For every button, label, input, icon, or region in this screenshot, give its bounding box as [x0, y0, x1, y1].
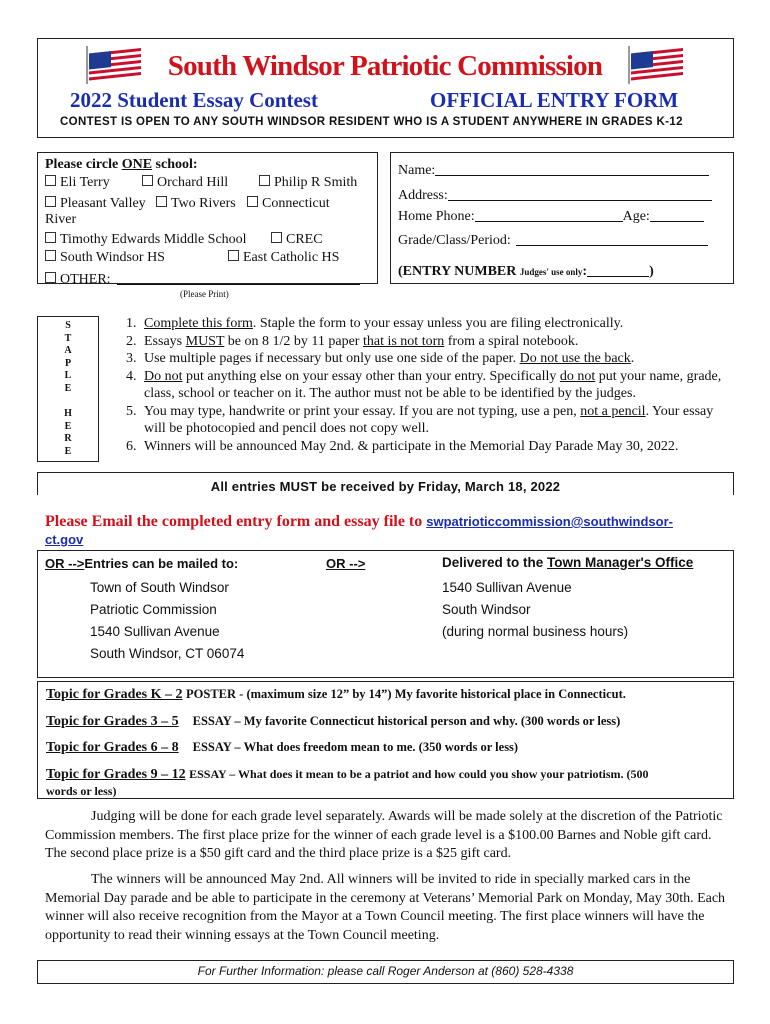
entry-number-label: (ENTRY NUMBER: [398, 264, 520, 279]
american-flag-icon-right: [626, 44, 686, 84]
address-line: South Windsor, CT 06074: [90, 646, 245, 661]
topic-9-12-cont: words or less): [46, 784, 117, 798]
checkbox-icon[interactable]: [156, 196, 167, 207]
instruction-text: put your name, grade, class, school or teacher on it. The author must not be able to be identified by the judges.: [144, 368, 722, 401]
mail-address: [90, 577, 244, 665]
address-line: South Windsor: [442, 602, 531, 617]
school-heading: [45, 157, 198, 173]
option-eli-terry[interactable]: [45, 175, 110, 191]
instruction-text: . Staple the form to your essay unless you are filing electronically.: [252, 316, 624, 331]
topic-label: Topic for Grades 6 – 8: [46, 740, 179, 755]
grade-class-label: Grade/Class/Period:: [398, 233, 511, 248]
topic-description: ESSAY – What does it mean to be a patriot and how could you show your patriotism. (500: [189, 767, 649, 781]
staple-letter: S: [65, 320, 71, 331]
checkbox-icon[interactable]: [259, 175, 270, 186]
option-other[interactable]: [45, 271, 360, 288]
address-line: Patriotic Commission: [90, 602, 217, 617]
address-line: 1540 Sullivan Avenue: [442, 580, 572, 595]
option-timothy-edwards[interactable]: [45, 232, 247, 248]
age-field[interactable]: [650, 208, 704, 222]
option-label: OTHER:: [60, 272, 111, 287]
grade-class-field[interactable]: [516, 232, 708, 246]
topic-label: Topic for Grades K – 2: [46, 687, 183, 702]
footer-contact: For Further Information: please call Roger Anderson at (860) 528-4338: [197, 964, 574, 978]
checkbox-icon[interactable]: [228, 250, 239, 261]
staple-here-label: [37, 320, 99, 459]
instruction-item: 6. Winners will be announced May 2nd. & participate in the Memorial Day Parade May 30, 2022.: [140, 438, 726, 456]
instruction-item: [140, 350, 726, 368]
topic-label: Topic for Grades 3 – 5: [46, 714, 179, 729]
instruction-emphasis: MUST: [185, 333, 225, 349]
option-crec[interactable]: [271, 232, 323, 248]
phone-row: [398, 208, 704, 225]
instruction-item: [140, 403, 726, 438]
instruction-text: You may type, handwrite or print your essay. If you are not typing, use a pen,: [144, 403, 581, 419]
topic-k-2: [46, 687, 626, 703]
option-orchard-hill[interactable]: [142, 175, 228, 191]
winners-paragraph: The winners will be announced May 2nd. All winners will be invited to ride in specially marked cars in the Memorial Day parade and be able to participate in the ceremony at Veterans’ Memorial Park on Monday, May 30th. Each winner will also receive recognition from the Mayor at a Town Council meeting. The first place winners will have the opportunity to read their winning essays at the Town Council meeting.: [45, 872, 726, 943]
page-title: South Windsor Patriotic Commission: [167, 50, 603, 82]
or-label: OR -->: [45, 556, 85, 571]
address-line: 1540 Sullivan Avenue: [90, 624, 220, 639]
address-label: Address:: [398, 188, 448, 203]
staple-letter: L: [64, 370, 72, 382]
instruction-text: Essays: [144, 333, 186, 349]
instruction-text: be on 8 1/2 by 11 paper: [224, 333, 363, 349]
form-title: OFFICIAL ENTRY FORM: [430, 88, 679, 112]
email-text: Please Email the completed entry form and essay file to: [45, 513, 427, 530]
staple-letter: [37, 396, 99, 409]
address-line: (during normal business hours): [442, 624, 629, 639]
checkbox-icon[interactable]: [142, 175, 153, 186]
address-line: Town of South Windsor: [90, 580, 229, 595]
instruction-emphasis: Do not: [144, 368, 183, 384]
option-pleasant-valley[interactable]: [45, 196, 146, 212]
instruction-text: . Your essay will be photocopied and pencil does not copy well.: [144, 403, 714, 436]
staple-letter: P: [64, 357, 72, 369]
mail-label: [45, 556, 238, 571]
option-label: Eli Terry: [60, 175, 110, 190]
home-phone-field[interactable]: [475, 208, 623, 222]
instruction-text: put anything else on your essay other than your entry. Specifically: [182, 368, 560, 384]
option-label: Two Rivers: [171, 196, 236, 211]
option-label: Pleasant Valley: [60, 196, 146, 211]
option-connecticut-river[interactable]: [247, 196, 330, 212]
instruction-emphasis: not a pencil: [580, 403, 646, 419]
entry-number-row: [398, 263, 654, 280]
home-phone-label: Home Phone:: [398, 209, 475, 224]
email-link-cont[interactable]: ct.gov: [45, 532, 84, 547]
checkbox-icon[interactable]: [45, 250, 56, 261]
grade-row: [398, 232, 708, 249]
checkbox-icon[interactable]: [45, 232, 56, 243]
entry-close-paren: ): [649, 264, 654, 279]
option-philip-r-smith[interactable]: [259, 175, 357, 191]
deadline-notice: All entries MUST be received by Friday, March 18, 2022: [210, 479, 561, 494]
staple-letter: R: [64, 433, 72, 445]
delivered-label: [442, 555, 693, 570]
entry-number-field: [587, 263, 649, 277]
school-heading-pre: Please circle: [45, 157, 122, 172]
instruction-item: [140, 333, 726, 351]
staple-letter: H: [64, 408, 72, 420]
address-row: [398, 187, 712, 204]
option-label: CREC: [286, 232, 323, 247]
email-link[interactable]: swpatrioticcommission@southwindsor-: [426, 514, 673, 529]
checkbox-icon[interactable]: [45, 272, 56, 283]
instruction-text: Use multiple pages if necessary but only use one side of the paper.: [144, 351, 520, 366]
instruction-text: .: [630, 351, 635, 366]
topic-description: ESSAY – What does freedom mean to me. (350 words or less): [192, 740, 519, 754]
staple-letter: E: [64, 445, 72, 457]
instructions-list: [116, 315, 726, 455]
instruction-emphasis: Complete this form: [144, 316, 253, 331]
instruction-item: [140, 315, 726, 333]
option-connecticut-river-cont: River: [45, 212, 77, 227]
age-label: Age:: [622, 209, 650, 224]
name-row: [398, 162, 709, 179]
option-label: Philip R Smith: [274, 175, 358, 190]
school-heading-post: school:: [152, 157, 198, 172]
instruction-emphasis: do not: [559, 368, 596, 384]
option-label: East Catholic HS: [243, 250, 340, 265]
topic-description: POSTER - (maximum size 12” by 14”) My favorite historical place in Connecticut.: [186, 687, 626, 701]
topic-3-5: [46, 714, 620, 730]
topic-description: ESSAY – My favorite Connecticut historical person and why. (300 words or less): [192, 714, 621, 728]
topic-label: Topic for Grades 9 – 12: [46, 767, 186, 782]
eligibility-text: CONTEST IS OPEN TO ANY SOUTH WINDSOR RESIDENT WHO IS A STUDENT ANYWHERE IN GRADES K-12: [60, 116, 683, 128]
staple-letter: E: [64, 420, 72, 432]
please-print-note: (Please Print): [180, 289, 229, 299]
school-heading-one: ONE: [121, 157, 153, 172]
name-label: Name:: [398, 163, 436, 178]
instruction-item: [140, 368, 726, 403]
option-label: South Windsor HS: [60, 250, 165, 265]
address-field[interactable]: [448, 187, 712, 201]
or-label-2-text: OR -->: [326, 556, 366, 571]
topic-6-8: [46, 740, 518, 756]
instruction-emphasis: Do not use the back: [519, 351, 631, 366]
option-east-catholic[interactable]: [228, 250, 339, 266]
judges-use-label: Judges' use only: [519, 267, 583, 277]
option-two-rivers[interactable]: [156, 196, 236, 212]
deadline-divider-top: [37, 472, 734, 473]
town-manager-office: Town Manager's Office: [547, 555, 694, 570]
mail-label-text: Entries can be mailed to:: [84, 556, 239, 571]
option-label: Orchard Hill: [157, 175, 229, 190]
staple-letter: E: [64, 382, 72, 394]
contest-title: 2022 Student Essay Contest: [70, 88, 318, 112]
instruction-text: from a spiral notebook.: [444, 333, 579, 349]
option-label: Connecticut: [262, 196, 330, 211]
deliver-address: [442, 577, 628, 643]
staple-letter: T: [64, 332, 72, 344]
checkbox-icon[interactable]: [271, 232, 282, 243]
staple-letter: A: [64, 345, 72, 357]
checkbox-icon[interactable]: [45, 196, 56, 207]
email-instruction: [45, 512, 735, 532]
american-flag-icon-left: [84, 44, 144, 84]
other-school-field[interactable]: [117, 271, 360, 285]
or-label-2: [326, 556, 365, 571]
name-field[interactable]: [435, 162, 709, 176]
judging-paragraph: Judging will be done for each grade level separately. Awards will be made solely at the discretion of the Patriotic Commission members. The first place prize for the winner of each grade level is a $100.00 Barnes and Noble gift card. The second place prize is a $50 gift card and the third place prize is a $25 gift card.: [45, 809, 723, 862]
delivered-pre: Delivered to the: [442, 555, 548, 570]
checkbox-icon[interactable]: [247, 196, 258, 207]
instruction-emphasis: that is not torn: [362, 333, 445, 349]
option-south-windsor-hs[interactable]: [45, 250, 165, 266]
topic-9-12: [46, 767, 649, 783]
option-label: Timothy Edwards Middle School: [60, 232, 247, 247]
checkbox-icon[interactable]: [45, 175, 56, 186]
entry-colon: :: [582, 264, 588, 279]
